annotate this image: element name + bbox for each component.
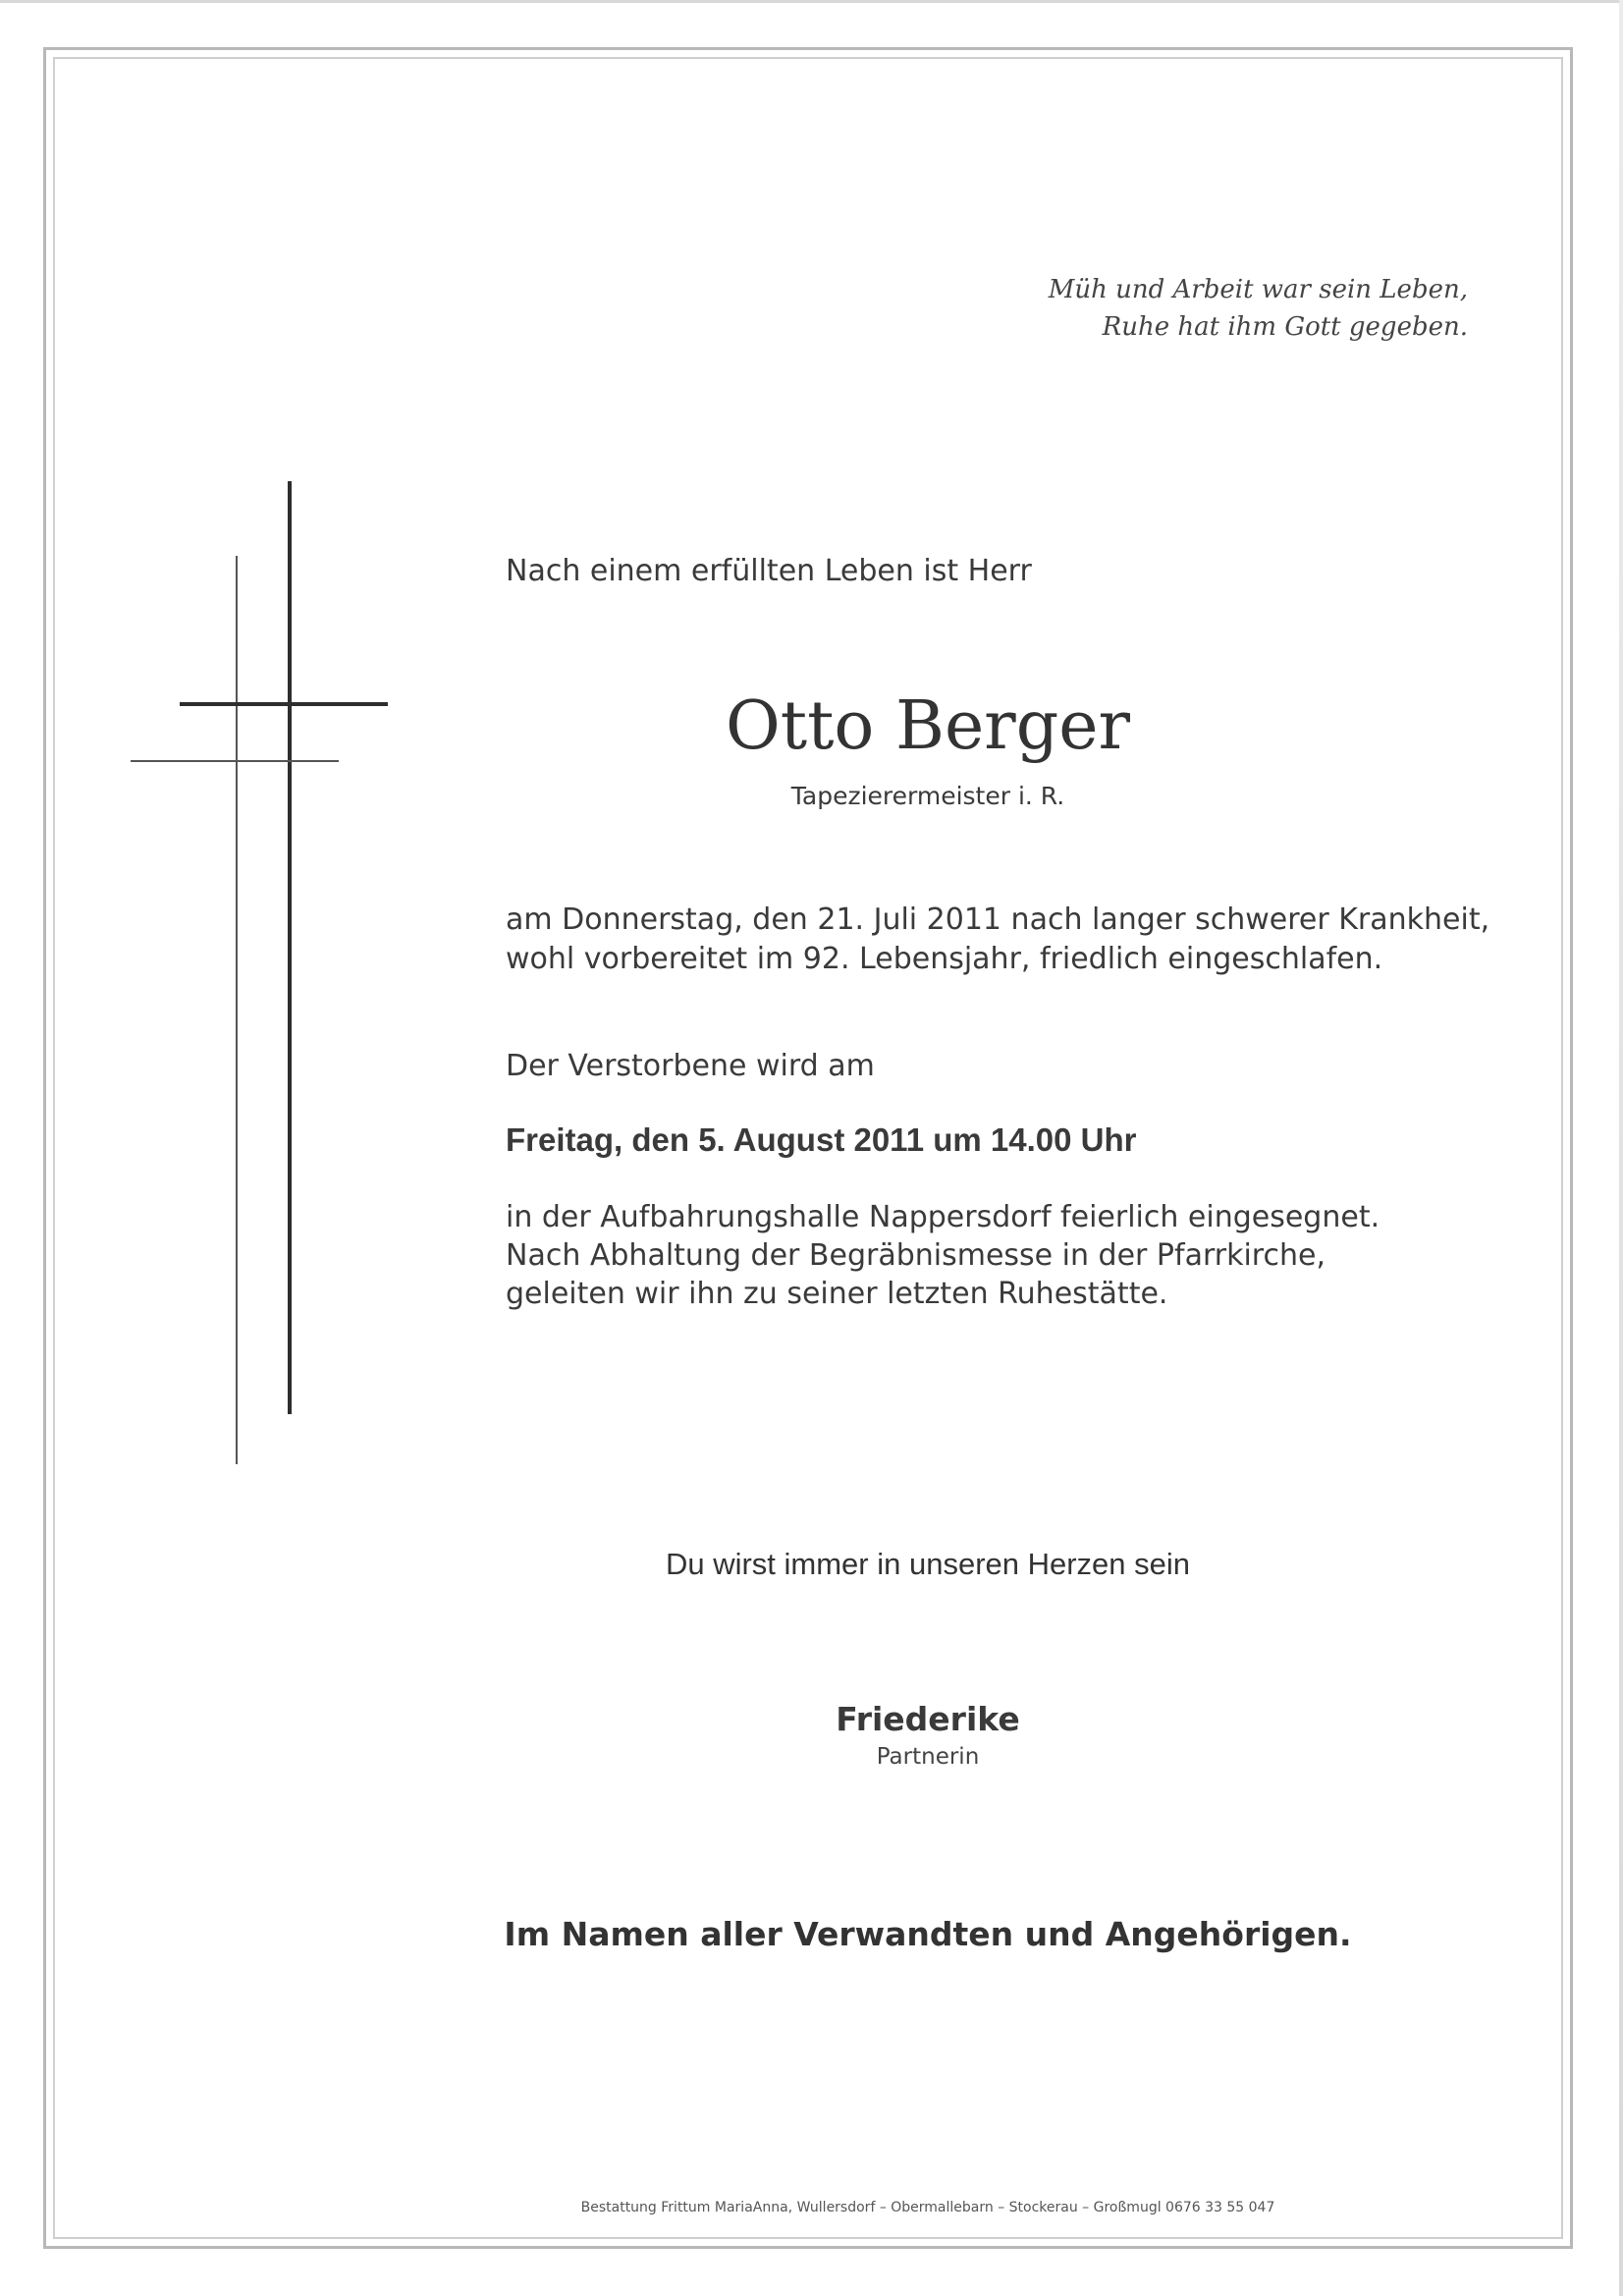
funeral-home-footer: Bestattung Frittum MariaAnna, Wullersdorf – Obermallebarn – Stockerau – Großmugl 0676 33 55 047: [580, 2200, 1275, 2215]
closing-line: Im Namen aller Verwandten und Angehörigen.: [504, 1915, 1352, 1953]
survivor-name: Friederike: [836, 1700, 1020, 1738]
motto-line-2: Ruhe hat ihm Gott gegeben.: [1102, 312, 1468, 342]
ceremony-line-2: Nach Abhaltung der Begräbnismesse in der Pfarrkirche,: [506, 1238, 1325, 1273]
deceased-title: Tapezierermeister i. R.: [790, 782, 1065, 810]
ceremony-date-time: Freitag, den 5. August 2011 um 14.00 Uhr: [506, 1121, 1137, 1158]
scan-edge-top: [0, 0, 1623, 3]
motto-line-1: Müh und Arbeit war sein Leben,: [1048, 275, 1468, 304]
cross-main-vertical-line: [288, 481, 292, 1414]
death-notice-line-2: wohl vorbereitet im 92. Lebensjahr, friedlich eingeschlafen.: [506, 942, 1383, 976]
ceremony-line-3: geleiten wir ihn zu seiner letzten Ruhestätte.: [506, 1277, 1168, 1311]
motto-verse: [1049, 271, 1468, 346]
intro-text: Nach einem erfüllten Leben ist Herr: [506, 554, 1032, 588]
death-notice-line-1: am Donnerstag, den 21. Juli 2011 nach langer schwerer Krankheit,: [506, 902, 1490, 937]
remembrance-line: Du wirst immer in unseren Herzen sein: [665, 1547, 1191, 1581]
survivor-role: Partnerin: [876, 1744, 980, 1770]
deceased-name: Otto Berger: [726, 687, 1130, 765]
ceremony-line-1: in der Aufbahrungshalle Nappersdorf feierlich eingesegnet.: [506, 1200, 1380, 1234]
ceremony-intro: Der Verstorbene wird am: [506, 1049, 875, 1083]
